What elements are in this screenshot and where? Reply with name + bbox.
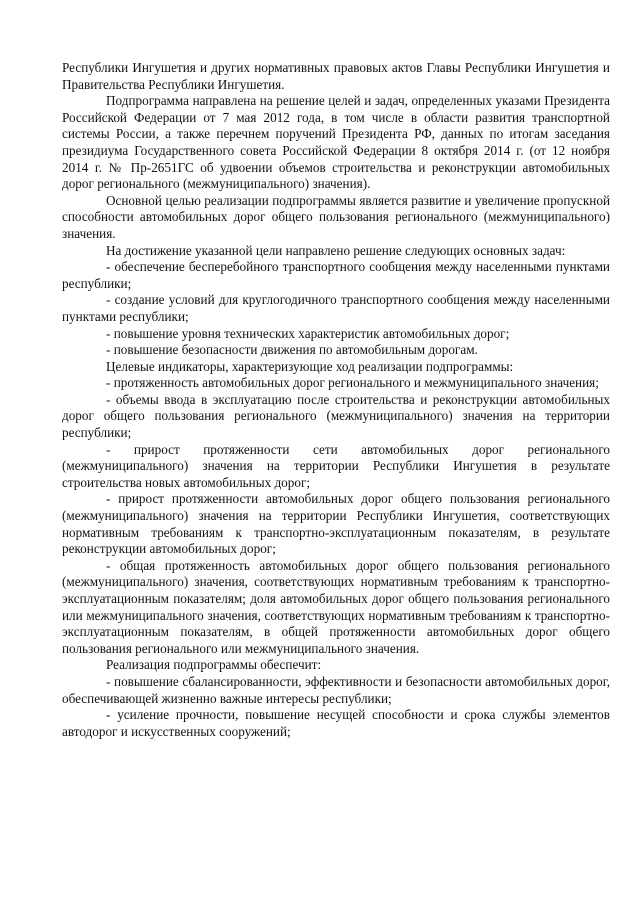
paragraph-outcomes-intro: Реализация подпрограммы обеспечит: bbox=[106, 657, 322, 673]
list-item-indicator: - протяженность автомобильных дорог регионального и межмуниципального значения; bbox=[106, 375, 599, 391]
list-item-outcome: - повышение сбалансированности, эффективности и безопасности автомобильных дорог, обеспечивающей жизненно важные интересы республики; bbox=[62, 673, 610, 706]
paragraph-tasks-intro: На достижение указанной цели направлено решение следующих основных задач: bbox=[106, 242, 566, 258]
list-item-task: - повышение уровня технических характеристик автомобильных дорог; bbox=[106, 325, 510, 341]
paragraph-subprogram-aims: Подпрограмма направлена на решение целей и задач, определенных указами Президента Российской Федерации от 7 мая 2012 года, в том числе в области развития транспортной системы России, а также перечнем поручений Президента РФ, данных по итогам заседания президиума Государственного совета Российской Федерации 8 октября 2014 г. (от 12 ноября 2014 г. № Пр-2651ГС об удвоении объемов строительства и реконструкции автомобильных дорог регионального (межмуниципального) значения). bbox=[62, 93, 610, 192]
paragraph-main-goal: Основной целью реализации подпрограммы является развитие и увеличение пропускной способности автомобильных дорог общего пользования регионального (межмуниципального) значения. bbox=[62, 192, 610, 241]
list-item-indicator: - прирост протяженности автомобильных дорог общего пользования регионального (межмуниципального) значения на территории Республики Ингушетия, соответствующих нормативным требованиям к транспортно-эксплуатационным показателям, в результате реконструкции автомобильных дорог; bbox=[62, 491, 610, 557]
list-item-outcome: - усиление прочности, повышение несущей способности и срока службы элементов автодорог и искусственных сооружений; bbox=[62, 707, 610, 739]
list-item-indicator: - общая протяженность автомобильных дорог общего пользования регионального (межмуниципального) значения, соответствующих нормативным требованиям к транспортно-эксплуатационным показателям; доля автомобильных дорог общего пользования регионального или межмуниципального значения, соответствующих нормативным требованиям к транспортно-эксплуатационным показателям, в общей протяженности автомобильных дорог общего пользования регионального или межмуниципального значения. bbox=[62, 557, 610, 656]
list-item-task: - создание условий для круглогодичного транспортного сообщения между населенными пунктами республики; bbox=[62, 292, 610, 324]
list-item-indicator: - прирост протяженности сети автомобильных дорог регионального (межмуниципального) значения на территории Республики Ингушетия в результате строительства новых автомобильных дорог; bbox=[62, 441, 610, 490]
list-item-task: - повышение безопасности движения по автомобильным дорогам. bbox=[106, 342, 478, 358]
list-item-indicator: - объемы ввода в эксплуатацию после строительства и реконструкции автомобильных дорог общего пользования регионального (межмуниципального) значения на территории республики; bbox=[62, 391, 610, 441]
paragraph-indicators-intro: Целевые индикаторы, характеризующие ход реализации подпрограммы: bbox=[106, 358, 514, 374]
list-item-task: - обеспечение бесперебойного транспортного сообщения между населенными пунктами республики; bbox=[62, 259, 610, 291]
document-page bbox=[62, 60, 610, 740]
paragraph-continuation: Республики Ингушетия и других нормативных правовых актов Главы Республики Ингушетия и Правительства Республики Ингушетия. bbox=[62, 60, 610, 92]
